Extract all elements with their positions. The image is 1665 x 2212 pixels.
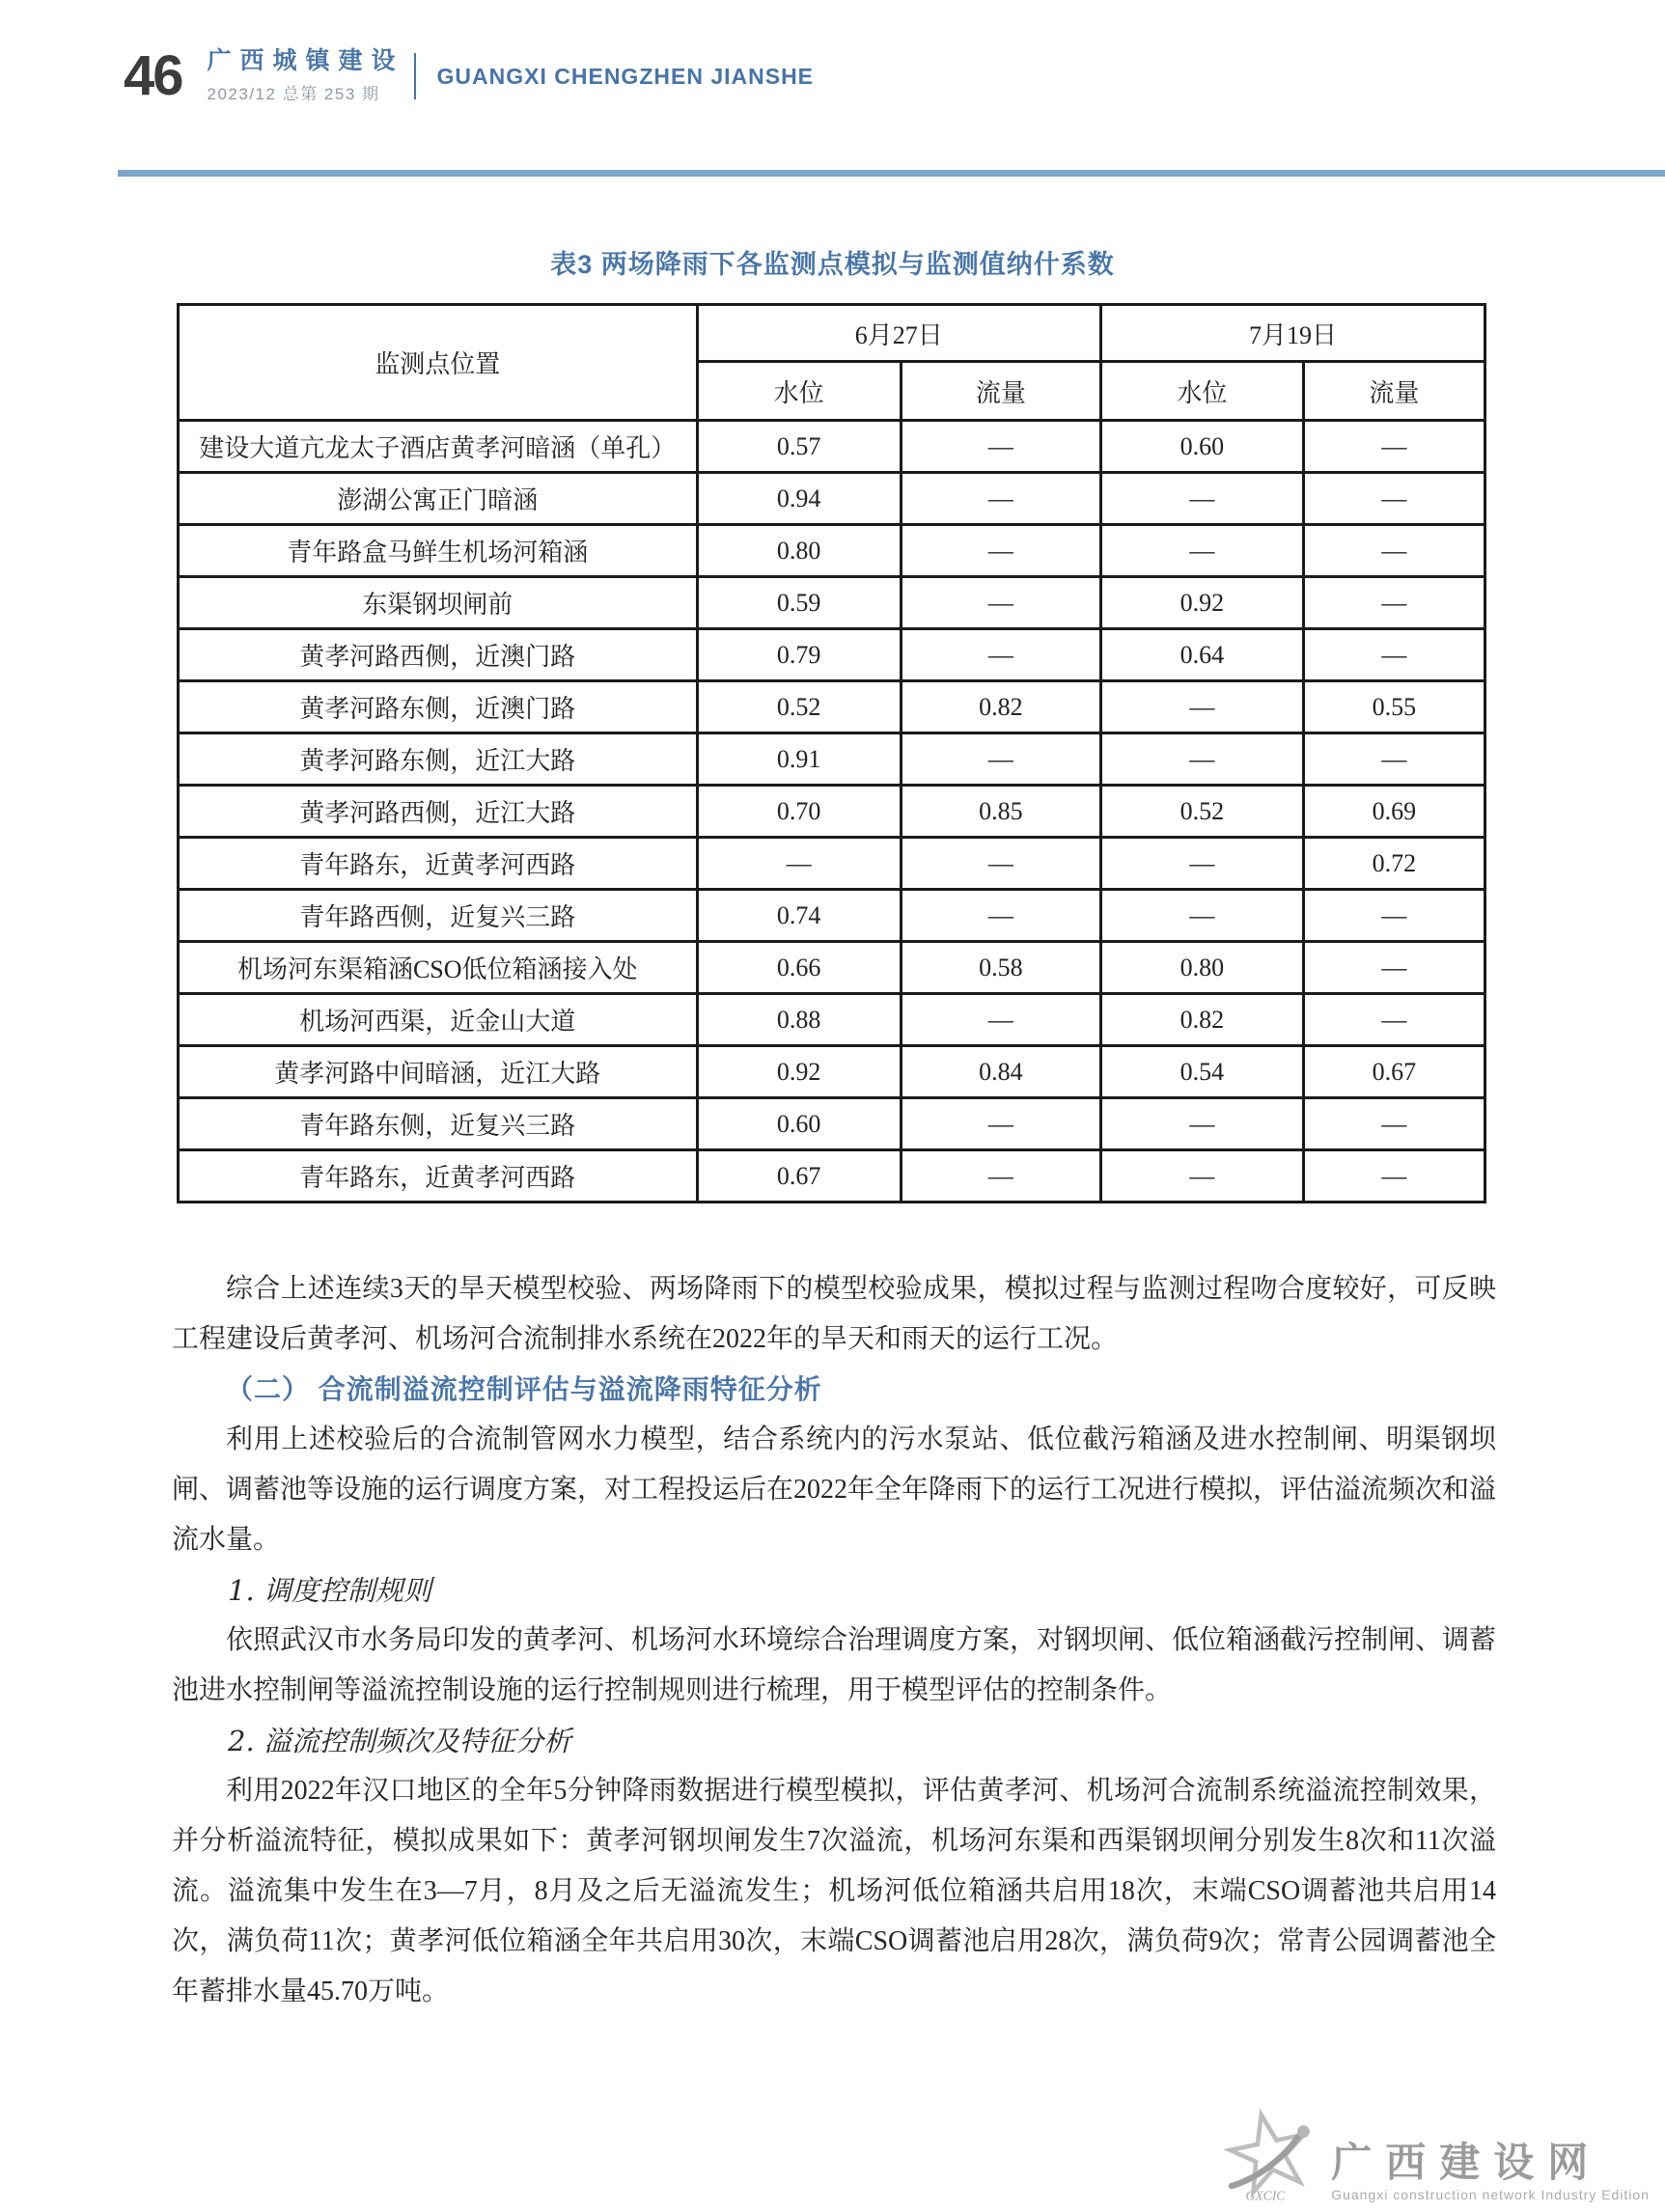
coefficient-value: 0.79: [697, 629, 901, 681]
table-row: [179, 1046, 1485, 1098]
coefficient-value: 0.72: [1303, 838, 1485, 890]
nash-coefficient-table: [177, 303, 1486, 1203]
coefficient-value: —: [901, 1150, 1100, 1203]
monitoring-point-location: 黄孝河路中间暗涵，近江大路: [179, 1046, 698, 1098]
coefficient-value: —: [1100, 838, 1303, 890]
watermark-site-subtitle: Guangxi construction network Industry Edition: [1331, 2187, 1650, 2202]
coefficient-value: 0.55: [1303, 681, 1485, 733]
article-body: [172, 1264, 1496, 2017]
coefficient-value: 0.60: [1100, 421, 1303, 473]
coefficient-value: —: [1100, 681, 1303, 733]
table-row: [179, 890, 1485, 942]
header-divider: [414, 53, 416, 99]
coefficient-value: —: [1303, 942, 1485, 994]
gxcic-logo-icon: [1221, 2108, 1318, 2206]
coefficient-value: —: [1100, 733, 1303, 786]
monitoring-point-location: 黄孝河路东侧，近澳门路: [179, 681, 698, 733]
coefficient-value: 0.67: [697, 1150, 901, 1203]
monitoring-point-location: 青年路东，近黄孝河西路: [179, 1150, 698, 1203]
coefficient-value: —: [901, 994, 1100, 1046]
coefficient-value: —: [1303, 421, 1485, 473]
coefficient-value: —: [901, 1098, 1100, 1150]
monitoring-point-location: 建设大道亢龙太子酒店黄孝河暗涵（单孔）: [179, 421, 698, 473]
header-rule: [118, 170, 1665, 177]
table-row: [179, 577, 1485, 629]
coefficient-value: 0.64: [1100, 629, 1303, 681]
monitoring-point-location: 东渠钢坝闸前: [179, 577, 698, 629]
coefficient-value: —: [901, 838, 1100, 890]
coefficient-value: 0.57: [697, 421, 901, 473]
site-watermark: [1221, 2108, 1650, 2206]
coefficient-value: 0.82: [901, 681, 1100, 733]
coefficient-value: 0.82: [1100, 994, 1303, 1046]
col-header-flow-1: 流量: [901, 362, 1100, 421]
coefficient-value: 0.52: [697, 681, 901, 733]
coefficient-value: —: [901, 473, 1100, 525]
monitoring-point-location: 青年路东，近黄孝河西路: [179, 838, 698, 890]
coefficient-value: —: [1100, 473, 1303, 525]
table-row: [179, 1150, 1485, 1203]
coefficient-value: —: [1303, 1150, 1485, 1203]
journal-title-block: [208, 48, 404, 104]
logo-ball: [1297, 2125, 1310, 2138]
coefficient-value: 0.88: [697, 994, 901, 1046]
coefficient-value: —: [1303, 525, 1485, 577]
table-row: [179, 681, 1485, 733]
table-row: [179, 1098, 1485, 1150]
logo-acronym: GXCIC: [1245, 2188, 1286, 2203]
col-header-date-1: 6月27日: [697, 305, 1100, 362]
table-header-row-dates: [179, 305, 1485, 362]
col-header-water-level-1: 水位: [697, 362, 901, 421]
coefficient-value: —: [1100, 1150, 1303, 1203]
coefficient-value: 0.67: [1303, 1046, 1485, 1098]
table-title: 表3 两场降雨下各监测点模拟与监测值纳什系数: [550, 250, 1115, 279]
coefficient-value: —: [1303, 577, 1485, 629]
table-row: [179, 994, 1485, 1046]
section-heading: （二） 合流制溢流控制评估与溢流降雨特征分析: [226, 1374, 822, 1404]
coefficient-value: 0.74: [697, 890, 901, 942]
journal-title-en: GUANGXI CHENGZHEN JIANSHE: [436, 63, 815, 89]
coefficient-value: 0.59: [697, 577, 901, 629]
coefficient-value: —: [1303, 733, 1485, 786]
page-number: 46: [124, 44, 182, 107]
watermark-site-name: 广西建设网: [1331, 2141, 1602, 2186]
coefficient-value: —: [901, 525, 1100, 577]
coefficient-value: —: [1100, 1098, 1303, 1150]
table-row: [179, 421, 1485, 473]
coefficient-value: 0.52: [1100, 786, 1303, 838]
sub-heading: 2. 溢流控制频次及特征分析: [228, 1725, 571, 1757]
monitoring-point-location: 黄孝河路西侧，近江大路: [179, 786, 698, 838]
coefficient-value: 0.70: [697, 786, 901, 838]
journal-title-cn: 广西城镇建设: [207, 47, 404, 75]
coefficient-value: 0.54: [1100, 1046, 1303, 1098]
table-row: [179, 838, 1485, 890]
coefficient-value: 0.92: [697, 1046, 901, 1098]
coefficient-value: —: [1100, 525, 1303, 577]
table-row: [179, 942, 1485, 994]
col-header-location: 监测点位置: [179, 305, 698, 421]
monitoring-point-location: 机场河东渠箱涵CSO低位箱涵接入处: [179, 942, 698, 994]
col-header-water-level-2: 水位: [1100, 362, 1303, 421]
monitoring-point-location: 澎湖公寓正门暗涵: [179, 473, 698, 525]
coefficient-value: 0.60: [697, 1098, 901, 1150]
monitoring-point-location: 黄孝河路西侧，近澳门路: [179, 629, 698, 681]
monitoring-point-location: 黄孝河路东侧，近江大路: [179, 733, 698, 786]
coefficient-value: 0.69: [1303, 786, 1485, 838]
coefficient-value: 0.85: [901, 786, 1100, 838]
body-paragraph: 综合上述连续3天的旱天模型校验、两场降雨下的模型校验成果，模拟过程与监测过程吻合度较好，可反映工程建设后黄孝河、机场河合流制排水系统在2022年的旱天和雨天的运行工况。: [172, 1274, 1496, 1354]
table-body: [179, 421, 1485, 1203]
watermark-text-block: [1331, 2143, 1650, 2206]
table-row: [179, 525, 1485, 577]
body-paragraph: 利用2022年汉口地区的全年5分钟降雨数据进行模型模拟，评估黄孝河、机场河合流制系统溢流控制效果，并分析溢流特征，模拟成果如下：黄孝河钢坝闸发生7次溢流，机场河东渠和西渠钢坝闸分别发生8次和11次溢流。溢流集中发生在3—7月，8月及之后无溢流发生；机场河低位箱涵共启用18次，末端CSO调蓄池共启用14次，满负荷11次；黄孝河低位箱涵全年共启用30次，末端CSO调蓄池启用28次，满负荷9次；常青公园调蓄池全年蓄排水量45.70万吨。: [172, 1776, 1496, 2006]
coefficient-value: —: [901, 890, 1100, 942]
journal-issue-info: 2023/12 总第 253 期: [207, 84, 380, 103]
coefficient-value: 0.94: [697, 473, 901, 525]
table-row: [179, 473, 1485, 525]
coefficient-value: —: [901, 629, 1100, 681]
coefficient-value: —: [1303, 1098, 1485, 1150]
coefficient-value: —: [901, 733, 1100, 786]
coefficient-value: —: [901, 421, 1100, 473]
coefficient-value: —: [901, 577, 1100, 629]
coefficient-value: 0.84: [901, 1046, 1100, 1098]
table-row: [179, 629, 1485, 681]
coefficient-value: 0.80: [1100, 942, 1303, 994]
coefficient-value: 0.92: [1100, 577, 1303, 629]
body-paragraph: 依照武汉市水务局印发的黄孝河、机场河水环境综合治理调度方案，对钢坝闸、低位箱涵截污控制闸、调蓄池进水控制闸等溢流控制设施的运行控制规则进行梳理，用于模型评估的控制条件。: [172, 1625, 1497, 1705]
coefficient-value: 0.91: [697, 733, 901, 786]
coefficient-value: 0.66: [697, 942, 901, 994]
coefficient-value: —: [1303, 473, 1485, 525]
monitoring-point-location: 机场河西渠，近金山大道: [179, 994, 698, 1046]
table-row: [179, 733, 1485, 786]
page-header: [124, 44, 815, 107]
coefficient-value: —: [1100, 890, 1303, 942]
table-header: [179, 305, 1485, 421]
body-paragraph: 利用上述校验后的合流制管网水力模型，结合系统内的污水泵站、低位截污箱涵及进水控制闸、明渠钢坝闸、调蓄池等设施的运行调度方案，对工程投运后在2022年全年降雨下的运行工况进行模拟，评估溢流频次和溢流水量。: [172, 1424, 1497, 1555]
monitoring-point-location: 青年路盒马鲜生机场河箱涵: [179, 525, 698, 577]
coefficient-value: —: [697, 838, 901, 890]
coefficient-value: —: [1303, 994, 1485, 1046]
coefficient-value: —: [1303, 629, 1485, 681]
monitoring-point-location: 青年路东侧，近复兴三路: [179, 1098, 698, 1150]
table-row: [179, 786, 1485, 838]
coefficient-value: —: [1303, 890, 1485, 942]
monitoring-point-location: 青年路西侧，近复兴三路: [179, 890, 698, 942]
coefficient-value: 0.80: [697, 525, 901, 577]
sub-heading: 1. 调度控制规则: [228, 1574, 431, 1607]
col-header-flow-2: 流量: [1303, 362, 1485, 421]
col-header-date-2: 7月19日: [1100, 305, 1485, 362]
coefficient-value: 0.58: [901, 942, 1100, 994]
